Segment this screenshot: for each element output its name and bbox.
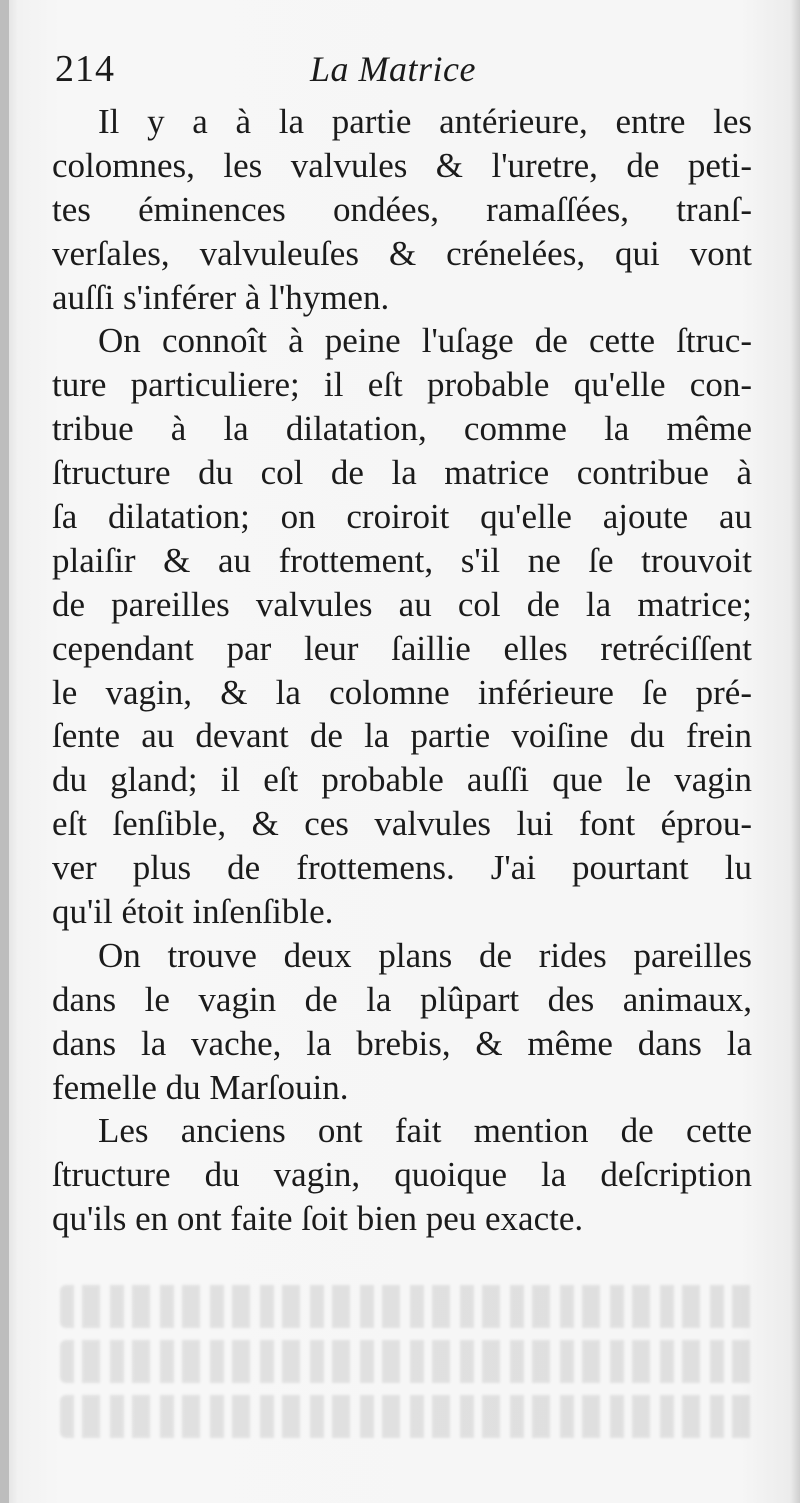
text-line: auſſi s'inférer à l'hymen.: [52, 277, 390, 317]
text-line: qu'ils en ont faite ſoit bien peu exacte.: [52, 1199, 584, 1239]
paragraph-4: [52, 1109, 752, 1241]
text-line: qu'il étoit inſenſible.: [52, 892, 334, 932]
text-line: cependant par leur ſaillie elles retréciſſent: [52, 628, 752, 668]
running-title: La Matrice: [310, 49, 476, 89]
text-line: verſales, valvuleuſes & crénelées, qui vont: [52, 233, 752, 273]
text-line: ver plus de frottemens. J'ai pourtant lu: [52, 848, 752, 888]
page-number: 214: [55, 48, 115, 90]
text-line: le vagin, & la colomne inférieure ſe pré-: [52, 672, 752, 712]
page-gutter: [0, 0, 9, 1503]
text-line: On trouve deux plans de rides pareilles: [98, 935, 752, 975]
text-line: dans la vache, la brebis, & même dans la: [52, 1023, 752, 1063]
text-line: femelle du Marſouin.: [52, 1067, 349, 1107]
text-line: ture particuliere; il eſt probable qu'elle con-: [52, 365, 752, 405]
text-line: colomnes, les valvules & l'uretre, de peti-: [52, 145, 752, 185]
text-line: Il y a à la partie antérieure, entre les: [98, 102, 752, 141]
running-head: [55, 44, 745, 94]
text-line: plaiſir & au frottement, s'il ne ſe trouvoit: [52, 540, 752, 580]
text-line: tribue à la dilatation, comme la même: [52, 409, 752, 449]
text-line: ſa dilatation; on croiroit qu'elle ajoute au: [52, 497, 752, 537]
text-line: On connoît à peine l'uſage de cette ſtruc-: [98, 321, 752, 361]
paragraph-2: [52, 319, 752, 933]
text-line: du gland; il eſt probable auſſi que le vagin: [52, 760, 752, 800]
paragraph-3: [52, 934, 752, 1110]
page-body: [52, 100, 752, 1241]
paragraph-1: [52, 100, 752, 319]
text-line: tes éminences ondées, ramaſſées, tranſ-: [52, 189, 752, 229]
show-through-text: [60, 1285, 760, 1485]
text-line: ſtructure du col de la matrice contribue à: [52, 453, 752, 493]
text-line: eſt ſenſible, & ces valvules lui font éprou-: [52, 804, 752, 844]
text-line: de pareilles valvules au col de la matrice;: [52, 584, 752, 624]
text-line: ſente au devant de la partie voiſine du frein: [52, 716, 752, 756]
text-line: dans le vagin de la plûpart des animaux,: [52, 979, 752, 1019]
text-line: Les anciens ont fait mention de cette: [98, 1111, 752, 1151]
text-line: ſtructure du vagin, quoique la deſcription: [52, 1155, 752, 1195]
